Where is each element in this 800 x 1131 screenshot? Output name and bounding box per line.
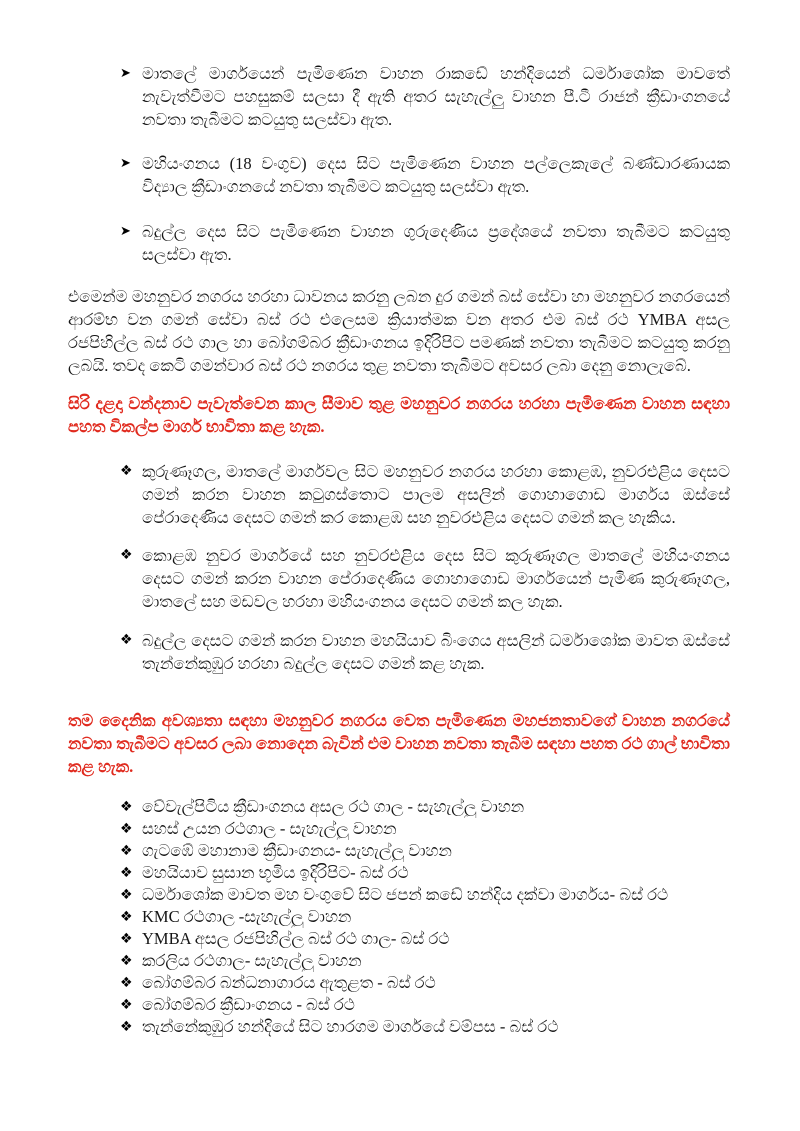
diamond-bullet-icon: ❖ (120, 865, 133, 881)
diamond-bullet-icon: ❖ (120, 953, 133, 969)
alternate-route-item (68, 460, 730, 529)
parking-location-text: ගැටඹේ මහානාම ක්‍රීඩාංගනය- සැහැල්ලු වාහන (142, 841, 452, 860)
parking-location-text: බෝගම්බර බන්ධනාගාරය ඇතුළත - බස් රථ (142, 973, 436, 992)
diamond-bullet-icon: ❖ (120, 931, 133, 947)
parking-location-item (68, 928, 730, 950)
traffic-instruction-text: මහියංගනය (18 වංගුව) දෙස සිට පැමිණෙන වාහන පල්ලෙකැලේ බණ්ඩාරණායක විද්‍යාල ක්‍රීඩාංගනයේ නවතා තැබීමට කටයුතු සලස්වා ඇත. (142, 154, 730, 196)
parking-location-item (68, 818, 730, 840)
parking-location-text: ධර්මාශෝක මාවත මහ වංගුවේ සිට ජපන් කඩේ හන්දිය දක්වා මාර්ගය- බස් රථ (142, 885, 669, 904)
diamond-bullet-icon: ❖ (120, 843, 133, 859)
diamond-bullet-icon: ❖ (120, 887, 133, 903)
parking-location-text: තැන්නේකුඹුර හන්දියේ සිට හාරගම මාර්ගයේ වම්පස - බස් රථ (142, 1017, 559, 1036)
diamond-bullet-icon: ❖ (120, 799, 133, 815)
traffic-instruction-text: මාතලේ මාර්ගයෙන් පැමිණෙන වාහන රාකඩේ හන්දියෙන් ධර්මාශෝක මාවතේ නැවැත්වීමට පහසුකම් සලසා දී ඇති අතර සැහැල්ලු වාහන පී.ටී රාජන් ක්‍රීඩාංගනයේ නවතා තැබීමට කටයුතු සලස්වා ඇත. (142, 64, 730, 129)
traffic-instruction-item (68, 220, 730, 266)
parking-location-text: බෝගම්බර ක්‍රීඩාංගනය - බස් රථ (142, 995, 355, 1014)
arrow-bullet-icon: ➤ (120, 224, 131, 239)
parking-location-text: මහයියාව සුසාන භූමිය ඉදිරිපිට- බස් රථ (142, 863, 409, 882)
diamond-bullet-icon: ❖ (120, 909, 133, 925)
alternate-route-item (68, 629, 730, 675)
alternate-routes-heading: සිරි දළදා වන්දනාව පැවැත්වෙන කාල සීමාව තුළ මහනුවර නගරය හරහා පැමිණෙන වාහන සඳහා පහත විකල්ප මාර්ග භාවිතා කළ හැක. (68, 394, 730, 436)
diamond-bullet-icon: ❖ (120, 975, 133, 991)
diamond-bullet-icon: ❖ (120, 463, 133, 479)
alternate-route-item (68, 544, 730, 613)
parking-location-item (68, 950, 730, 972)
diamond-bullet-icon: ❖ (120, 632, 133, 648)
parking-locations-heading: තම දෛනික අවශ්‍යතා සඳහා මහනුවර නගරය වෙත පැමිණෙන මහජනතාවගේ වාහන නගරයේ නවතා තැබීමට අවසර ලබා නොදෙන බැවින් එම වාහන නවතා තැබීම සඳහා පහත රථ ගාල් භාවිතා කළ හැක. (68, 711, 730, 776)
parking-location-item (68, 994, 730, 1016)
parking-location-text: වේවැල්පිටිය ක්‍රීඩාංගනය අසල රථ ගාල - සැහැල්ලු වාහන (142, 797, 525, 816)
diamond-bullet-icon: ❖ (120, 1019, 133, 1035)
parking-location-item (68, 884, 730, 906)
alternate-route-text: කොළඹ නුවර මාර්ගයේ සහ නුවරඑළිය දෙස සිට කුරුණෑගල මාතලේ මහියංගනය දෙසට ගමන් කරන වාහන පේරාදෙණිය ගොහාගොඩ මාර්ගයෙන් පැමිණ කුරුණෑගල, මාතලේ සහ මඩවල හරහා මහියංගනය දෙසට ගමන් කල හැක. (142, 546, 730, 611)
diamond-bullet-icon: ❖ (120, 821, 133, 837)
parking-location-item (68, 840, 730, 862)
arrow-bullet-icon: ➤ (120, 66, 131, 81)
alternate-route-text: බදුල්ල දෙසට ගමන් කරන වාහන මහයියාව බිංගෙය අසලින් ධර්මාශෝක මාවත ඔස්සේ තැන්නේකුඹුර හරහා බදුල්ල දෙසට ගමන් කළ හැක. (142, 631, 730, 673)
parking-location-item (68, 1016, 730, 1038)
parking-location-text: කරලිය රථගාල- සැහැල්ලු වාහන (142, 951, 362, 970)
arrow-bullet-icon: ➤ (120, 156, 131, 171)
parking-location-text: KMC රථගාල -සැහැල්ලු වාහන (142, 907, 352, 926)
traffic-instruction-text: බදුල්ල දෙස සිට පැමිණෙන වාහන ගුරුදෙණිය ප්‍රදේශයේ නවතා තැබීමට කටයුතු සලස්වා ඇත. (142, 222, 730, 264)
bus-services-paragraph: එමෙන්ම මහනුවර නගරය හරහා ධාවනය කරනු ලබන දුර ගමන් බස් සේවා හා මහනුවර නගරයෙන් ආරම්භ වන ගමන් සේවා බස් රථ එලෙසම ක්‍රියාත්මක වන අතර එම බස් රථ YMBA අසල රජපිහිල්ල බස් රථ ගාල හා බෝගම්බර ක්‍රීඩාංගනය ඉදිරිපිට පමණක් නවතා තැබීමට කටයුතු කරනු ලබයි. තවද කෙටි ගමන්වාර බස් රථ නගරය තුළ නවතා තැබීමට අවසර ලබා දෙනු නොලැබේ. (68, 287, 730, 375)
parking-location-item (68, 906, 730, 928)
parking-location-item (68, 796, 730, 818)
traffic-instruction-item (68, 62, 730, 131)
diamond-bullet-icon: ❖ (120, 997, 133, 1013)
diamond-bullet-icon: ❖ (120, 547, 133, 563)
parking-location-item (68, 862, 730, 884)
parking-location-item (68, 972, 730, 994)
traffic-instruction-item (68, 152, 730, 198)
alternate-route-text: කුරුණෑගල, මාතලේ මාර්ගවල සිට මහනුවර නගරය හරහා කොළඹ, නුවරඑළිය දෙසට ගමන් කරන වාහන කටුගස්තොට පාලම අසලින් ගොහාගොඩ මාර්ගය ඔස්සේ පේරාදෙණිය දෙසට ගමන් කර කොළඹ සහ නුවරඑළිය දෙසට ගමන් කල හැකිය. (142, 462, 730, 527)
parking-location-text: YMBA අසල රජපිහිල්ල බස් රථ ගාල- බස් රථ (142, 929, 450, 948)
parking-location-text: සහස් උයන රථගාල - සැහැල්ලු වාහන (142, 819, 397, 838)
